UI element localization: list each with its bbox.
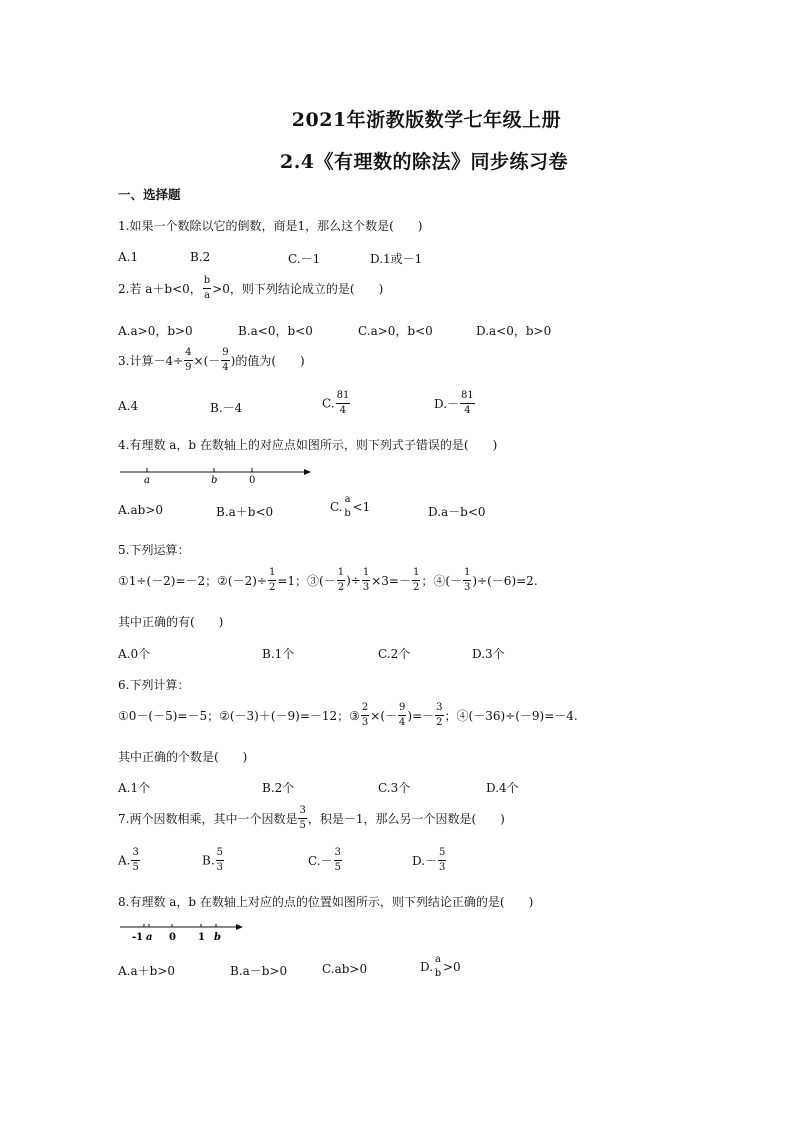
q8-option-a: A.a＋b>0 [118, 964, 176, 978]
fraction: $\frac{81}{4}$ [461, 390, 474, 416]
question-6-ask: 其中正确的个数是( ) [118, 750, 248, 764]
section-heading: 一、选择题 [118, 187, 181, 202]
label-b: b [214, 932, 221, 942]
q6-option-b: B.2个 [262, 781, 295, 795]
label-0: 0 [249, 475, 256, 486]
q4-option-d: D.a－b<0 [428, 505, 486, 519]
q6-option-d: D.4个 [486, 781, 519, 795]
fraction: a b [344, 494, 351, 519]
q7-option-a: A. $\frac{3}{5}$ [118, 847, 139, 873]
q5-option-c: C.2个 [378, 647, 411, 661]
question-4-stem: 4.有理数 a，b 在数轴上的对应点如图所示，则下列式子错误的是( ) [118, 438, 498, 452]
q1-option-a: A.1 [118, 250, 139, 264]
q8-option-b: B.a－b>0 [230, 964, 288, 978]
fraction: $\frac{5}{3}$ [439, 847, 446, 873]
q2-option-b: B.a<0，b<0 [238, 324, 313, 338]
q3-option-d: D.－ $\frac{81}{4}$ [434, 390, 474, 416]
q7-option-b: B. $\frac{5}{3}$ [202, 847, 224, 873]
question-2-stem: 2.若 a＋b<0， $\frac{b}{a}$ >0，则下列结论成立的是( ) [118, 275, 384, 301]
fraction: $\frac{81}{4}$ [336, 390, 350, 416]
q7-option-c: C.－ $\frac{3}{5}$ [308, 847, 341, 873]
question-5-ask: 其中正确的有( ) [118, 615, 224, 629]
fraction: $\frac{b}{a}$ [203, 275, 211, 301]
q6-expressions: ①0－(－5)=－5；②(－3)＋(－9)=－12；③ $\frac{2}{3}$ ×(－ $\frac{9}{4}$ )=－ $\frac{3}{2}$ ；④(－36)÷(－9)=－4. [118, 702, 578, 728]
label-a: a [146, 932, 153, 942]
fraction: $\frac{3}{5}$ [132, 847, 139, 873]
q2-option-c: C.a>0，b<0 [358, 324, 433, 338]
question-6-stem: 6.下列计算： [118, 678, 190, 692]
q5-option-b: B.1个 [262, 647, 295, 661]
fraction: $\frac{3}{5}$ [299, 805, 306, 831]
fraction: $\frac{1}{3}$ [464, 567, 471, 593]
q8-option-d: D. a b >0 [420, 954, 461, 979]
q5-option-a: A.0个 [118, 647, 151, 661]
q1-option-c: C.－1 [288, 252, 321, 266]
q5-option-d: D.3个 [472, 647, 505, 661]
q3-option-a: A.4 [118, 399, 139, 413]
q4-option-a: A.ab>0 [118, 503, 164, 517]
fraction: $\frac{1}{2}$ [412, 567, 420, 593]
q2-option-a: A.a>0，b>0 [118, 324, 193, 338]
fraction: $\frac{5}{3}$ [216, 847, 224, 873]
fraction: $\frac{1}{2}$ [337, 567, 345, 593]
page-title: 2021年浙教版数学七年级上册 [291, 109, 562, 131]
q7-option-d: D.－ $\frac{5}{3}$ [412, 847, 446, 873]
question-8-stem: 8.有理数 a，b 在数轴上对应的点的位置如图所示，则下列结论正确的是( ) [118, 895, 534, 909]
q8-number-line [118, 918, 248, 942]
fraction: a b [434, 954, 442, 979]
q6-option-c: C.3个 [378, 781, 411, 795]
q5-expressions: ①1÷(－2)=－2；②(－2)÷ $\frac{1}{2}$ =1；③(－ $\frac{1}{2}$ )÷ $\frac{1}{3}$ ×3=－ $\frac{1}{2}$ ；④(－ $\frac{1}{3}$ )÷(－6)=2. [118, 567, 538, 593]
q8-option-c: C.ab>0 [322, 962, 368, 976]
fraction: $\frac{1}{3}$ [362, 567, 370, 593]
q4-option-c: C. a b <1 [330, 494, 371, 519]
question-3-stem: 3.计算－4÷ $\frac{4}{9}$ ×(－ $\frac{9}{4}$ )的值为( ) [118, 347, 305, 373]
question-7-stem: 7.两个因数相乘，其中一个因数是 $\frac{3}{5}$ ，积是－1，那么另一个因数是( ) [118, 805, 505, 831]
q2-option-d: D.a<0，b>0 [476, 324, 552, 338]
fraction: $\frac{3}{2}$ [436, 702, 443, 728]
fraction: $\frac{3}{5}$ [334, 847, 341, 873]
q4-option-b: B.a＋b<0 [216, 505, 274, 519]
fraction: $\frac{9}{4}$ [222, 347, 229, 373]
label-1: 1 [198, 932, 205, 942]
label-0: 0 [169, 932, 176, 942]
axis-arrow [236, 924, 243, 930]
label-minus-1: -1 [132, 932, 144, 942]
page-subtitle: 2.4《有理数的除法》同步练习卷 [279, 151, 569, 173]
q3-option-c: C. $\frac{81}{4}$ [322, 390, 350, 416]
label-b: b [211, 475, 218, 486]
fraction: $\frac{9}{4}$ [399, 702, 406, 728]
fraction: $\frac{4}{9}$ [185, 347, 192, 373]
q1-option-d: D.1或－1 [370, 252, 423, 266]
axis-arrow [304, 469, 311, 475]
q3-option-b: B.－4 [210, 401, 243, 415]
q1-option-b: B.2 [190, 250, 211, 264]
question-5-stem: 5.下列运算： [118, 543, 190, 557]
q4-number-line [118, 462, 318, 486]
question-1-stem: 1.如果一个数除以它的倒数，商是1，那么这个数是( ) [118, 219, 423, 233]
fraction: $\frac{1}{2}$ [268, 567, 276, 593]
label-a: a [144, 475, 150, 486]
fraction: $\frac{2}{3}$ [361, 702, 369, 728]
q6-option-a: A.1个 [118, 781, 151, 795]
